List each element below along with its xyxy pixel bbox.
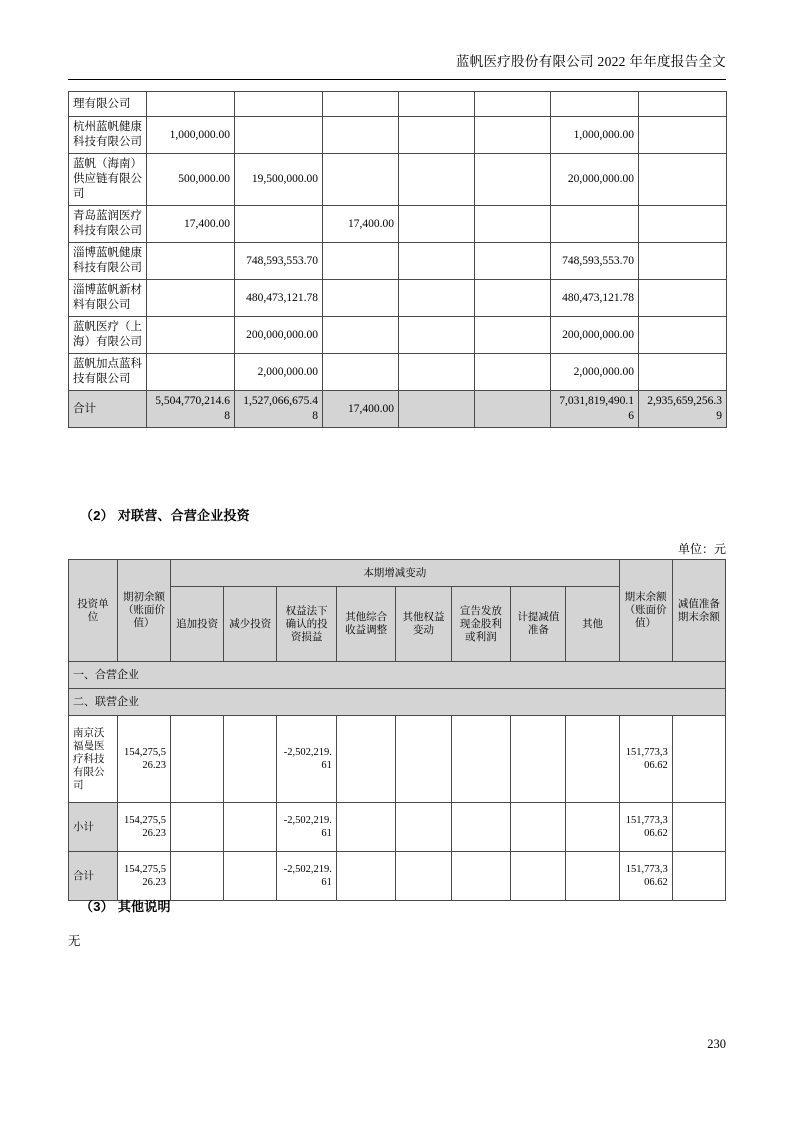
th-equity-method-profit-loss: 权益法下确认的投资损益 <box>277 587 337 662</box>
table1-cell-c5 <box>399 154 475 206</box>
table2-group-label: 二、联营企业 <box>69 689 726 716</box>
table2-cell-impairment-closing-balance <box>672 852 725 901</box>
table1-cell-c2 <box>147 243 235 280</box>
table1-cell-c8 <box>639 280 727 317</box>
table1-cell-c3: 1,527,066,675.48 <box>235 391 323 428</box>
table1-cell-c3 <box>235 92 323 117</box>
th-other: 其他 <box>566 587 619 662</box>
section-3-heading <box>80 896 171 915</box>
table2-cell-other-equity-changes <box>396 716 451 803</box>
table2-cell-reduced-investment <box>224 716 277 803</box>
table1-cell-c2: 5,504,770,214.68 <box>147 391 235 428</box>
table1-cell-c8 <box>639 243 727 280</box>
table2-cell-closing-balance: 151,773,306.62 <box>619 852 672 901</box>
table1-cell-c2: 500,000.00 <box>147 154 235 206</box>
table-row <box>69 803 726 852</box>
table1-cell-c7: 20,000,000.00 <box>551 154 639 206</box>
table2-cell-investee: 小计 <box>69 803 118 852</box>
th-additional-investment: 追加投资 <box>171 587 224 662</box>
table-row <box>69 317 727 354</box>
table2-group-label: 一、合营企业 <box>69 662 726 689</box>
page-header-title: 蓝帆医疗股份有限公司 2022 年年度报告全文 <box>455 54 726 69</box>
table2-cell-reduced-investment <box>224 803 277 852</box>
table2-group-row <box>69 662 726 689</box>
table-row <box>69 92 727 117</box>
table1-cell-c8 <box>639 117 727 154</box>
table1-cell-c7: 1,000,000.00 <box>551 117 639 154</box>
table2-cell-closing-balance: 151,773,306.62 <box>619 803 672 852</box>
table1-cell-c6 <box>475 317 551 354</box>
table2-cell-other <box>566 852 619 901</box>
table1-cell-c5 <box>399 280 475 317</box>
table1-cell-c5 <box>399 92 475 117</box>
table1-cell-c4 <box>323 354 399 391</box>
table2-cell-equity-method-profit-loss: -2,502,219.61 <box>277 852 337 901</box>
table2-cell-declared-dividends <box>451 716 511 803</box>
table1-cell-investee: 蓝帆医疗（上海）有限公司 <box>69 317 147 354</box>
long-term-equity-investment-table <box>68 91 726 428</box>
table1-cell-c8 <box>639 354 727 391</box>
th-reduced-investment: 减少投资 <box>224 587 277 662</box>
table1-cell-c6 <box>475 280 551 317</box>
table2-cell-equity-method-profit-loss: -2,502,219.61 <box>277 803 337 852</box>
table1-cell-c7: 200,000,000.00 <box>551 317 639 354</box>
table2-cell-investee: 南京沃福曼医疗科技有限公司 <box>69 716 118 803</box>
table1-cell-c2: 17,400.00 <box>147 206 235 243</box>
section-2-number: （2） <box>80 508 114 523</box>
table1-cell-c5 <box>399 354 475 391</box>
table1-cell-investee: 蓝帆加点蓝科技有限公司 <box>69 354 147 391</box>
table1-cell-c3: 19,500,000.00 <box>235 154 323 206</box>
table2-cell-reduced-investment <box>224 852 277 901</box>
th-investee: 投资单位 <box>69 560 118 662</box>
section-2-title: 对联营、合营企业投资 <box>117 508 250 523</box>
table1-cell-c2 <box>147 92 235 117</box>
table1-cell-investee: 合计 <box>69 391 147 428</box>
section-2-heading <box>80 505 250 524</box>
table1-cell-c2 <box>147 317 235 354</box>
associates-joint-ventures-table <box>68 559 726 901</box>
table1-cell-c3 <box>235 117 323 154</box>
table-row <box>69 391 727 428</box>
table-row <box>69 117 727 154</box>
table2-cell-impairment-provision <box>511 803 566 852</box>
table1-cell-c3 <box>235 206 323 243</box>
table2-cell-other-comprehensive-income <box>336 852 396 901</box>
table2-cell-closing-balance: 151,773,306.62 <box>619 716 672 803</box>
table-row <box>69 852 726 901</box>
table2-group-row <box>69 689 726 716</box>
table1-cell-c3: 200,000,000.00 <box>235 317 323 354</box>
table1-cell-c8 <box>639 317 727 354</box>
table-row <box>69 280 727 317</box>
table1-cell-c8: 2,935,659,256.39 <box>639 391 727 428</box>
table1-cell-c5 <box>399 117 475 154</box>
table1-cell-c6 <box>475 117 551 154</box>
table2-cell-impairment-closing-balance <box>672 716 725 803</box>
th-opening-balance: 期初余额（账面价值） <box>117 560 170 662</box>
table1-cell-c4 <box>323 317 399 354</box>
th-closing-balance: 期末余额（账面价值） <box>619 560 672 662</box>
table1-cell-investee: 淄博蓝帆健康科技有限公司 <box>69 243 147 280</box>
table1-cell-c2 <box>147 280 235 317</box>
table2-cell-additional-investment <box>171 852 224 901</box>
header-divider <box>68 79 726 80</box>
table-row <box>69 243 727 280</box>
table2-cell-other-equity-changes <box>396 803 451 852</box>
table-row <box>69 206 727 243</box>
table1-cell-c3: 480,473,121.78 <box>235 280 323 317</box>
table2 <box>68 559 726 901</box>
table2-cell-impairment-provision <box>511 852 566 901</box>
table2-cell-impairment-closing-balance <box>672 803 725 852</box>
table1-cell-investee: 淄博蓝帆新材料有限公司 <box>69 280 147 317</box>
th-other-equity-changes: 其他权益变动 <box>396 587 451 662</box>
table1-body <box>69 92 727 428</box>
table1-cell-c2: 1,000,000.00 <box>147 117 235 154</box>
section-3-title: 其他说明 <box>117 899 171 914</box>
table1-cell-c7 <box>551 92 639 117</box>
table1-cell-c8 <box>639 92 727 117</box>
table1-cell-c8 <box>639 154 727 206</box>
table1-cell-c7: 480,473,121.78 <box>551 280 639 317</box>
table1-cell-c7 <box>551 206 639 243</box>
table2-cell-other-comprehensive-income <box>336 716 396 803</box>
th-period-changes-group: 本期增减变动 <box>171 560 620 587</box>
table1-cell-c5 <box>399 317 475 354</box>
table1-cell-c6 <box>475 92 551 117</box>
table1-cell-c4: 17,400.00 <box>323 206 399 243</box>
table1-cell-c3: 2,000,000.00 <box>235 354 323 391</box>
table1-cell-c4 <box>323 92 399 117</box>
table1-cell-investee: 理有限公司 <box>69 92 147 117</box>
section-3-number: （3） <box>80 899 114 914</box>
table1-cell-c6 <box>475 206 551 243</box>
table-row <box>69 154 727 206</box>
table-row <box>69 716 726 803</box>
table1-cell-c5 <box>399 391 475 428</box>
table2-cell-other-equity-changes <box>396 852 451 901</box>
table1-cell-c2 <box>147 354 235 391</box>
table1-cell-c4: 17,400.00 <box>323 391 399 428</box>
table1-cell-c7: 748,593,553.70 <box>551 243 639 280</box>
table1-cell-c6 <box>475 154 551 206</box>
table-row <box>69 354 727 391</box>
table2-cell-impairment-provision <box>511 716 566 803</box>
table2-cell-opening-balance: 154,275,526.23 <box>117 803 170 852</box>
table2-cell-additional-investment <box>171 803 224 852</box>
table1-cell-investee: 杭州蓝帆健康科技有限公司 <box>69 117 147 154</box>
table1-cell-c3: 748,593,553.70 <box>235 243 323 280</box>
table2-header-row-top <box>69 560 726 587</box>
table2-cell-additional-investment <box>171 716 224 803</box>
table2-cell-declared-dividends <box>451 852 511 901</box>
table2-cell-other <box>566 716 619 803</box>
table2-cell-investee: 合计 <box>69 852 118 901</box>
page-header <box>68 52 726 80</box>
table2-cell-other <box>566 803 619 852</box>
section-3-body: 无 <box>68 934 81 948</box>
table1-cell-c4 <box>323 117 399 154</box>
table1 <box>68 91 727 428</box>
table2-body <box>69 560 726 901</box>
table1-cell-c4 <box>323 243 399 280</box>
table1-cell-c6 <box>475 243 551 280</box>
table1-cell-c7: 7,031,819,490.16 <box>551 391 639 428</box>
table1-cell-c6 <box>475 391 551 428</box>
page-number: 230 <box>707 1037 726 1051</box>
table2-cell-equity-method-profit-loss: -2,502,219.61 <box>277 716 337 803</box>
table1-cell-c5 <box>399 206 475 243</box>
table2-unit-label: 单位：元 <box>677 542 726 556</box>
th-other-comprehensive-income: 其他综合收益调整 <box>336 587 396 662</box>
table1-cell-c6 <box>475 354 551 391</box>
th-impairment-closing-balance: 减值准备期末余额 <box>672 560 725 662</box>
table1-cell-investee: 蓝帆（海南）供应链有限公司 <box>69 154 147 206</box>
th-declared-dividends: 宣告发放现金股利或利润 <box>451 587 511 662</box>
table2-cell-other-comprehensive-income <box>336 803 396 852</box>
table1-cell-c5 <box>399 243 475 280</box>
table1-cell-c7: 2,000,000.00 <box>551 354 639 391</box>
table1-cell-investee: 青岛蓝润医疗科技有限公司 <box>69 206 147 243</box>
table1-cell-c8 <box>639 206 727 243</box>
th-impairment-provision: 计提减值准备 <box>511 587 566 662</box>
table1-cell-c4 <box>323 154 399 206</box>
table1-cell-c4 <box>323 280 399 317</box>
table2-cell-opening-balance: 154,275,526.23 <box>117 852 170 901</box>
table2-cell-declared-dividends <box>451 803 511 852</box>
table2-cell-opening-balance: 154,275,526.23 <box>117 716 170 803</box>
